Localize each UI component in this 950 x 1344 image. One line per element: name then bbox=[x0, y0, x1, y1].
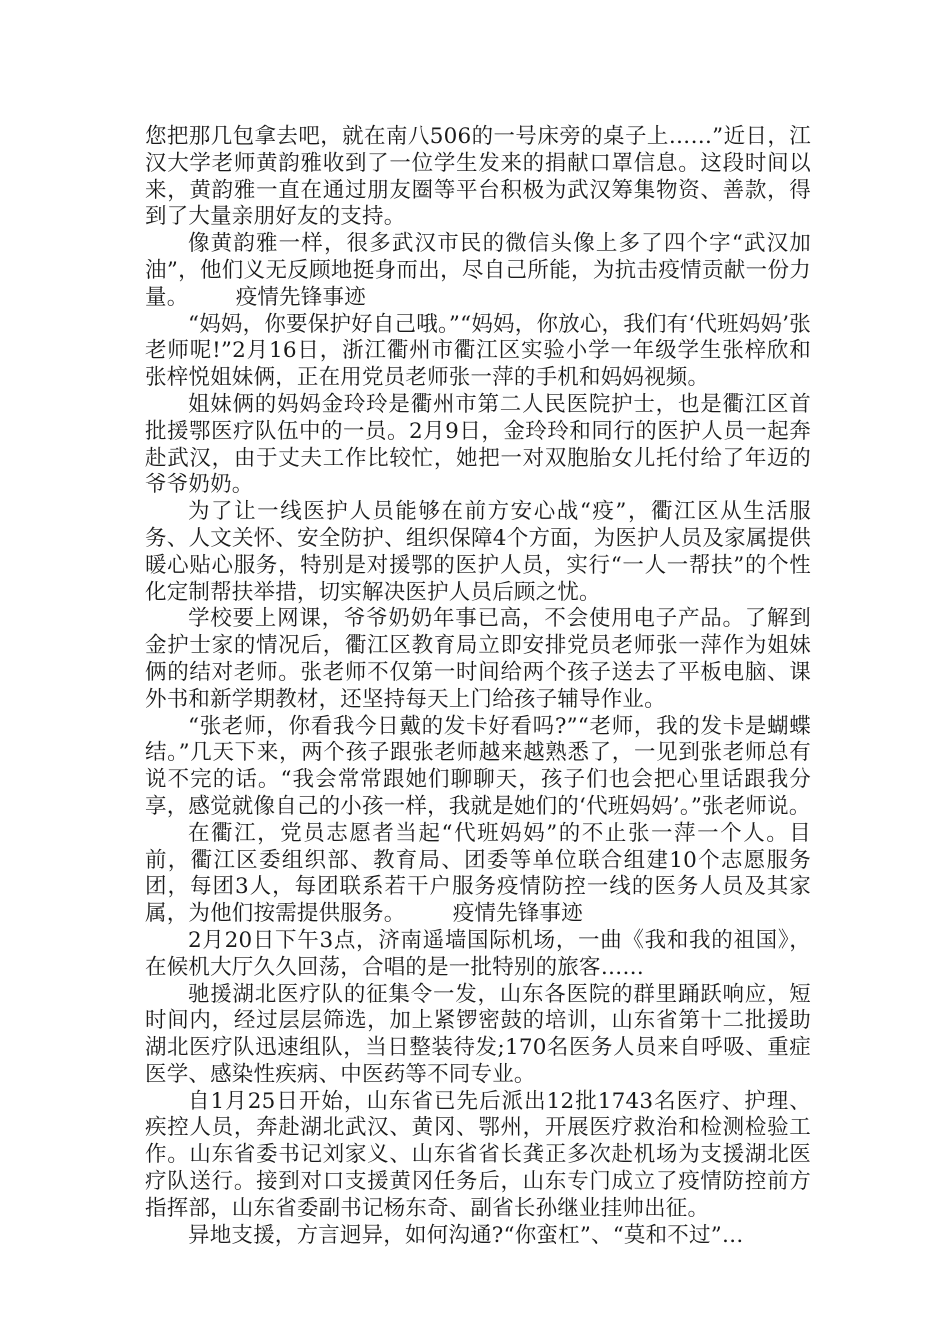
paragraph-text: “张老师，你看我今日戴的发卡好看吗?”“老师，我的发卡是蝴蝶结。”几天下来，两个孩子跟张老师越来越熟悉了，一见到张老师总有说不完的话。“我会常常跟她们聊聊天，孩子们也会把心里话跟我分享，感觉就像自己的小孩一样，我就是她们的‘代班妈妈’。”张老师说。 bbox=[145, 713, 811, 819]
paragraph-text: 姐妹俩的妈妈金玲玲是衢州市第二人民医院护士，也是衢江区首批援鄂医疗队伍中的一员。2月9日，金玲玲和同行的医护人员一起奔赴武汉，由于丈夫工作比较忙，她把一对双胞胎女儿托付给了年迈的爷爷奶奶。 bbox=[145, 391, 811, 498]
paragraph-text: 2月20日下午3点，济南遥墙国际机场，一曲《我和我的祖国》，在候机大厅久久回荡，合唱的是一批特别的旅客…… bbox=[145, 927, 811, 980]
paragraph bbox=[145, 714, 811, 821]
paragraph bbox=[145, 821, 811, 928]
paragraph-text: 在衢江，党员志愿者当起“代班妈妈”的不止张一萍一个人。目前，衢江区委组织部、教育局、团委等单位联合组建10个志愿服务团，每团3人，每团联系若干户服务疫情防控一线的医务人员及其家属，为他们按需提供服务。 bbox=[145, 820, 811, 927]
section-heading: 疫情先锋事迹 bbox=[235, 284, 366, 310]
paragraph bbox=[145, 606, 811, 713]
paragraph bbox=[145, 928, 811, 982]
paragraph bbox=[145, 499, 811, 606]
paragraph-text: 异地支援，方言迥异，如何沟通?“你蛮杠”、“莫和不过”… bbox=[188, 1222, 744, 1248]
paragraph bbox=[145, 392, 811, 499]
paragraph-text: 自1月25日开始，山东省已先后派出12批1743名医疗、护理、疾控人员，奔赴湖北武汉、黄冈、鄂州，开展医疗救治和检测检验工作。山东省委书记刘家义、山东省省长龚正多次赴机场为支援湖北医疗队送行。接到对口支援黄冈任务后，山东专门成立了疫情防控前方指挥部，山东省委副书记杨东奇、副省长孙继业挂帅出征。 bbox=[145, 1088, 811, 1221]
paragraph bbox=[145, 124, 811, 231]
paragraph bbox=[145, 1089, 811, 1223]
paragraph-text: “妈妈，你要保护好自己哦。”“妈妈，你放心，我们有‘代班妈妈’张老师呢!”2月16日，浙江衢州市衢江区实验小学一年级学生张梓欣和张梓悦姐妹俩，正在用党员老师张一萍的手机和妈妈视频。 bbox=[145, 311, 811, 391]
paragraph-text: 为了让一线医护人员能够在前方安心战“疫”，衢江区从生活服务、人文关怀、安全防护、组织保障4个方面，为医护人员及家属提供暖心贴心服务，特别是对援鄂的医护人员，实行“一人一帮扶”的个性化定制帮扶举措，切实解决医护人员后顾之忧。 bbox=[145, 499, 811, 605]
paragraph-text: 您把那几包拿去吧，就在南八506的一号床旁的桌子上……”近日，江汉大学老师黄韵雅收到了一位学生发来的捐献口罩信息。这段时间以来，黄韵雅一直在通过朋友圈等平台积极为武汉筹集物资、善款，得到了大量亲朋好友的支持。 bbox=[145, 124, 811, 230]
document-body bbox=[145, 124, 811, 1249]
paragraph bbox=[145, 312, 811, 392]
paragraph bbox=[145, 231, 811, 311]
section-heading: 疫情先锋事迹 bbox=[452, 901, 583, 927]
paragraph-text: 驰援湖北医疗队的征集令一发，山东各医院的群里踊跃响应，短时间内，经过层层筛选，加上紧锣密鼓的培训，山东省第十二批援助湖北医疗队迅速组队，当日整装待发;170名医务人员来自呼吸、重症医学、感染性疾病、中医药等不同专业。 bbox=[145, 981, 811, 1087]
paragraph bbox=[145, 982, 811, 1089]
paragraph bbox=[145, 1223, 811, 1250]
paragraph-text: 学校要上网课，爷爷奶奶年事已高，不会使用电子产品。了解到金护士家的情况后，衢江区教育局立即安排党员老师张一萍作为姐妹俩的结对老师。张老师不仅第一时间给两个孩子送去了平板电脑、课外书和新学期教材，还坚持每天上门给孩子辅导作业。 bbox=[145, 606, 811, 712]
paragraph-text: 像黄韵雅一样，很多武汉市民的微信头像上多了四个字“武汉加油”，他们义无反顾地挺身而出，尽自己所能，为抗击疫情贡献一份力量。 bbox=[145, 231, 811, 310]
